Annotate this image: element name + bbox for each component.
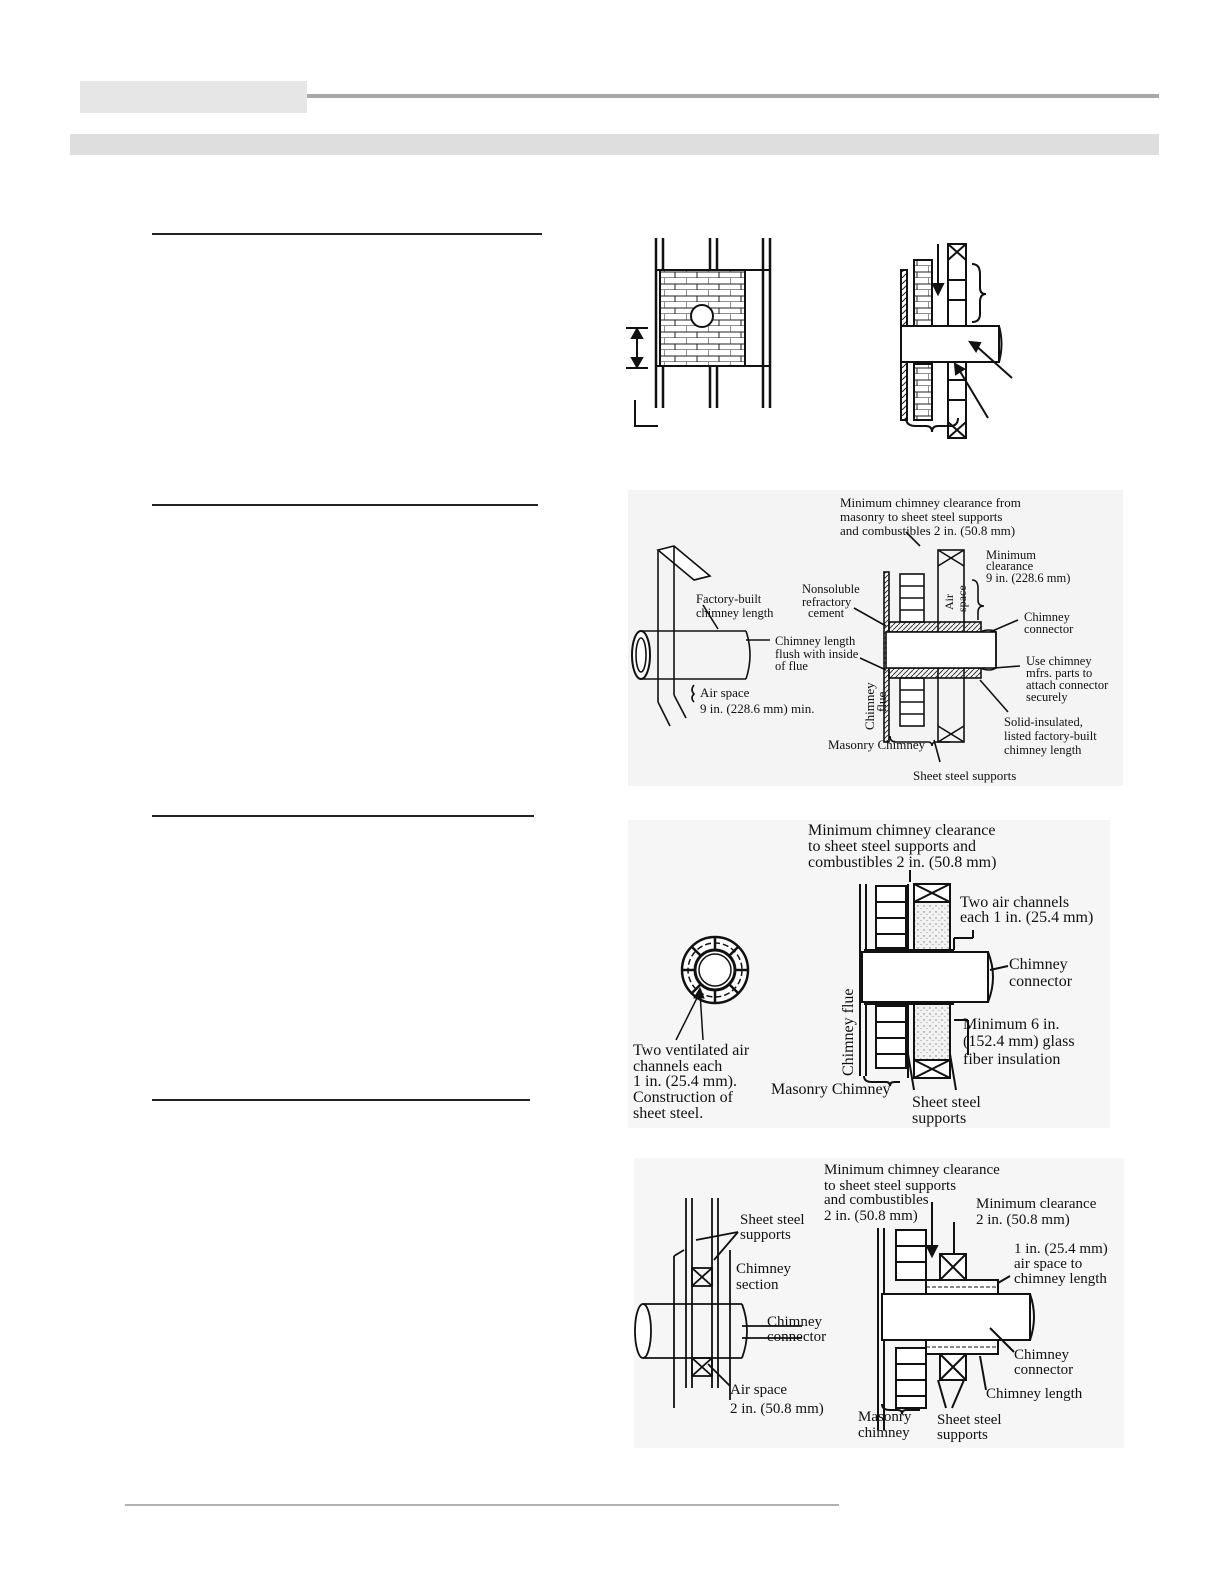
label-top-3: and combustibles bbox=[824, 1192, 929, 1208]
figure-3 bbox=[628, 820, 1110, 1128]
label-min-clearance-1: Minimum clearance bbox=[976, 1196, 1097, 1212]
label-flush-2: flush with inside bbox=[775, 647, 859, 661]
label-connector-1: Chimney bbox=[1024, 610, 1070, 624]
label-sheet-steel-right-1: Sheet steel bbox=[937, 1412, 1002, 1428]
label-top-4: 2 in. (50.8 mm) bbox=[824, 1208, 918, 1224]
label-chimney-flue: Chimney flue bbox=[840, 988, 857, 1076]
label-solid-1: Solid-insulated, bbox=[1004, 715, 1083, 729]
label-nonsoluble-1: Nonsoluble bbox=[802, 582, 860, 596]
label-factory-built-2: chimney length bbox=[696, 606, 774, 620]
label-solid-3: chimney length bbox=[1004, 743, 1082, 757]
label-two-air-channels-1: Two air channels bbox=[960, 894, 1070, 911]
label-air-space-to-1: 1 in. (25.4 mm) bbox=[1014, 1241, 1108, 1257]
label-min-clearance-3: 9 in. (228.6 mm) bbox=[986, 571, 1071, 585]
label-masonry-2: chimney bbox=[858, 1425, 910, 1441]
figure-1 bbox=[620, 230, 1040, 440]
label-sheet-steel-left-2: supports bbox=[740, 1227, 791, 1243]
label-use-mfrs-3: attach connector bbox=[1026, 678, 1109, 692]
label-chimney-section-1: Chimney bbox=[736, 1261, 791, 1277]
label-ventilated-4: Construction of bbox=[633, 1089, 733, 1106]
label-top-2: masonry to sheet steel supports bbox=[840, 509, 1003, 524]
label-connector-left-2: connector bbox=[767, 1329, 827, 1345]
label-air-space-left-2: 2 in. (50.8 mm) bbox=[730, 1401, 824, 1417]
label-nonsoluble-2: refractory bbox=[802, 595, 852, 609]
header-rule bbox=[307, 94, 1159, 98]
section-rule-2 bbox=[152, 504, 538, 506]
section-rule-1 bbox=[152, 233, 542, 235]
label-min-clearance-1: Minimum bbox=[986, 548, 1037, 562]
label-top-2: to sheet steel supports bbox=[824, 1178, 957, 1194]
label-sheet-steel-1: Sheet steel bbox=[912, 1094, 981, 1111]
label-insulation-2: (152.4 mm) glass bbox=[963, 1033, 1075, 1050]
label-flush-3: of flue bbox=[775, 659, 808, 673]
figure-4 bbox=[634, 1158, 1124, 1448]
label-chimney-length: Chimney length bbox=[986, 1386, 1083, 1402]
label-masonry-chimney: Masonry Chimney bbox=[828, 737, 926, 752]
label-connector-1: Chimney bbox=[1009, 956, 1068, 973]
label-sheet-steel-right-2: supports bbox=[937, 1427, 988, 1443]
label-space: space bbox=[955, 585, 969, 612]
label-use-mfrs-4: securely bbox=[1026, 690, 1068, 704]
label-masonry-1: Masonry bbox=[858, 1409, 912, 1425]
label-sheet-steel-left-1: Sheet steel bbox=[740, 1212, 805, 1228]
label-use-mfrs-1: Use chimney bbox=[1026, 654, 1092, 668]
section-view bbox=[901, 244, 1012, 438]
label-air-space-to-3: chimney length bbox=[1014, 1271, 1107, 1287]
label-min-clearance-2: 2 in. (50.8 mm) bbox=[976, 1212, 1070, 1228]
label-insulation-3: fiber insulation bbox=[963, 1051, 1061, 1068]
label-factory-built-1: Factory-built bbox=[696, 592, 762, 606]
label-top-3: combustibles 2 in. (50.8 mm) bbox=[808, 854, 997, 871]
label-air-space-left-1: Air space bbox=[730, 1382, 788, 1398]
label-connector-left-1: Chimney bbox=[767, 1314, 822, 1330]
label-chimney-flue-2: flue bbox=[874, 691, 889, 712]
label-nonsoluble-3: cement bbox=[808, 606, 845, 620]
label-connector-2: connector bbox=[1024, 622, 1074, 636]
label-top-1: Minimum chimney clearance bbox=[808, 822, 996, 839]
label-air-space-2: 9 in. (228.6 mm) min. bbox=[700, 701, 815, 716]
label-use-mfrs-2: mfrs. parts to bbox=[1026, 666, 1093, 680]
section-bar bbox=[70, 134, 1159, 155]
label-ventilated-5: sheet steel. bbox=[633, 1105, 704, 1122]
label-top-3: and combustibles 2 in. (50.8 mm) bbox=[840, 523, 1016, 538]
thimble-opening bbox=[691, 305, 713, 327]
label-two-air-channels-2: each 1 in. (25.4 mm) bbox=[960, 909, 1094, 926]
label-connector-right-1: Chimney bbox=[1014, 1347, 1069, 1363]
header-tab bbox=[80, 81, 307, 113]
label-flush-1: Chimney length bbox=[775, 634, 856, 648]
label-masonry-chimney: Masonry Chimney bbox=[771, 1081, 891, 1098]
label-chimney-section-2: section bbox=[736, 1277, 779, 1293]
figure-2 bbox=[628, 490, 1123, 786]
label-top-1: Minimum chimney clearance bbox=[824, 1162, 1000, 1178]
label-ventilated-3: 1 in. (25.4 mm). bbox=[633, 1073, 737, 1090]
label-solid-2: listed factory-built bbox=[1004, 729, 1097, 743]
label-connector-2: connector bbox=[1009, 973, 1073, 990]
label-sheet-steel: Sheet steel supports bbox=[913, 768, 1017, 783]
label-top-2: to sheet steel supports and bbox=[808, 838, 976, 855]
label-min-clearance-2: clearance bbox=[986, 559, 1034, 573]
section-rule-3 bbox=[152, 815, 534, 817]
footer-rule bbox=[125, 1504, 839, 1506]
label-ventilated-1: Two ventilated air bbox=[633, 1042, 750, 1059]
clearance-dimension bbox=[626, 328, 658, 426]
label-chimney-flue-1: Chimney bbox=[862, 682, 877, 730]
label-top-1: Minimum chimney clearance from bbox=[840, 495, 1021, 510]
label-ventilated-2: channels each bbox=[633, 1058, 723, 1075]
section-rule-4 bbox=[152, 1099, 530, 1101]
label-insulation-1: Minimum 6 in. bbox=[963, 1016, 1060, 1033]
label-connector-right-2: connector bbox=[1014, 1362, 1074, 1378]
label-sheet-steel-2: supports bbox=[912, 1110, 967, 1127]
label-air: Air bbox=[942, 594, 956, 610]
label-air-space-1: Air space bbox=[700, 685, 750, 700]
label-air-space-to-2: air space to bbox=[1014, 1256, 1083, 1272]
